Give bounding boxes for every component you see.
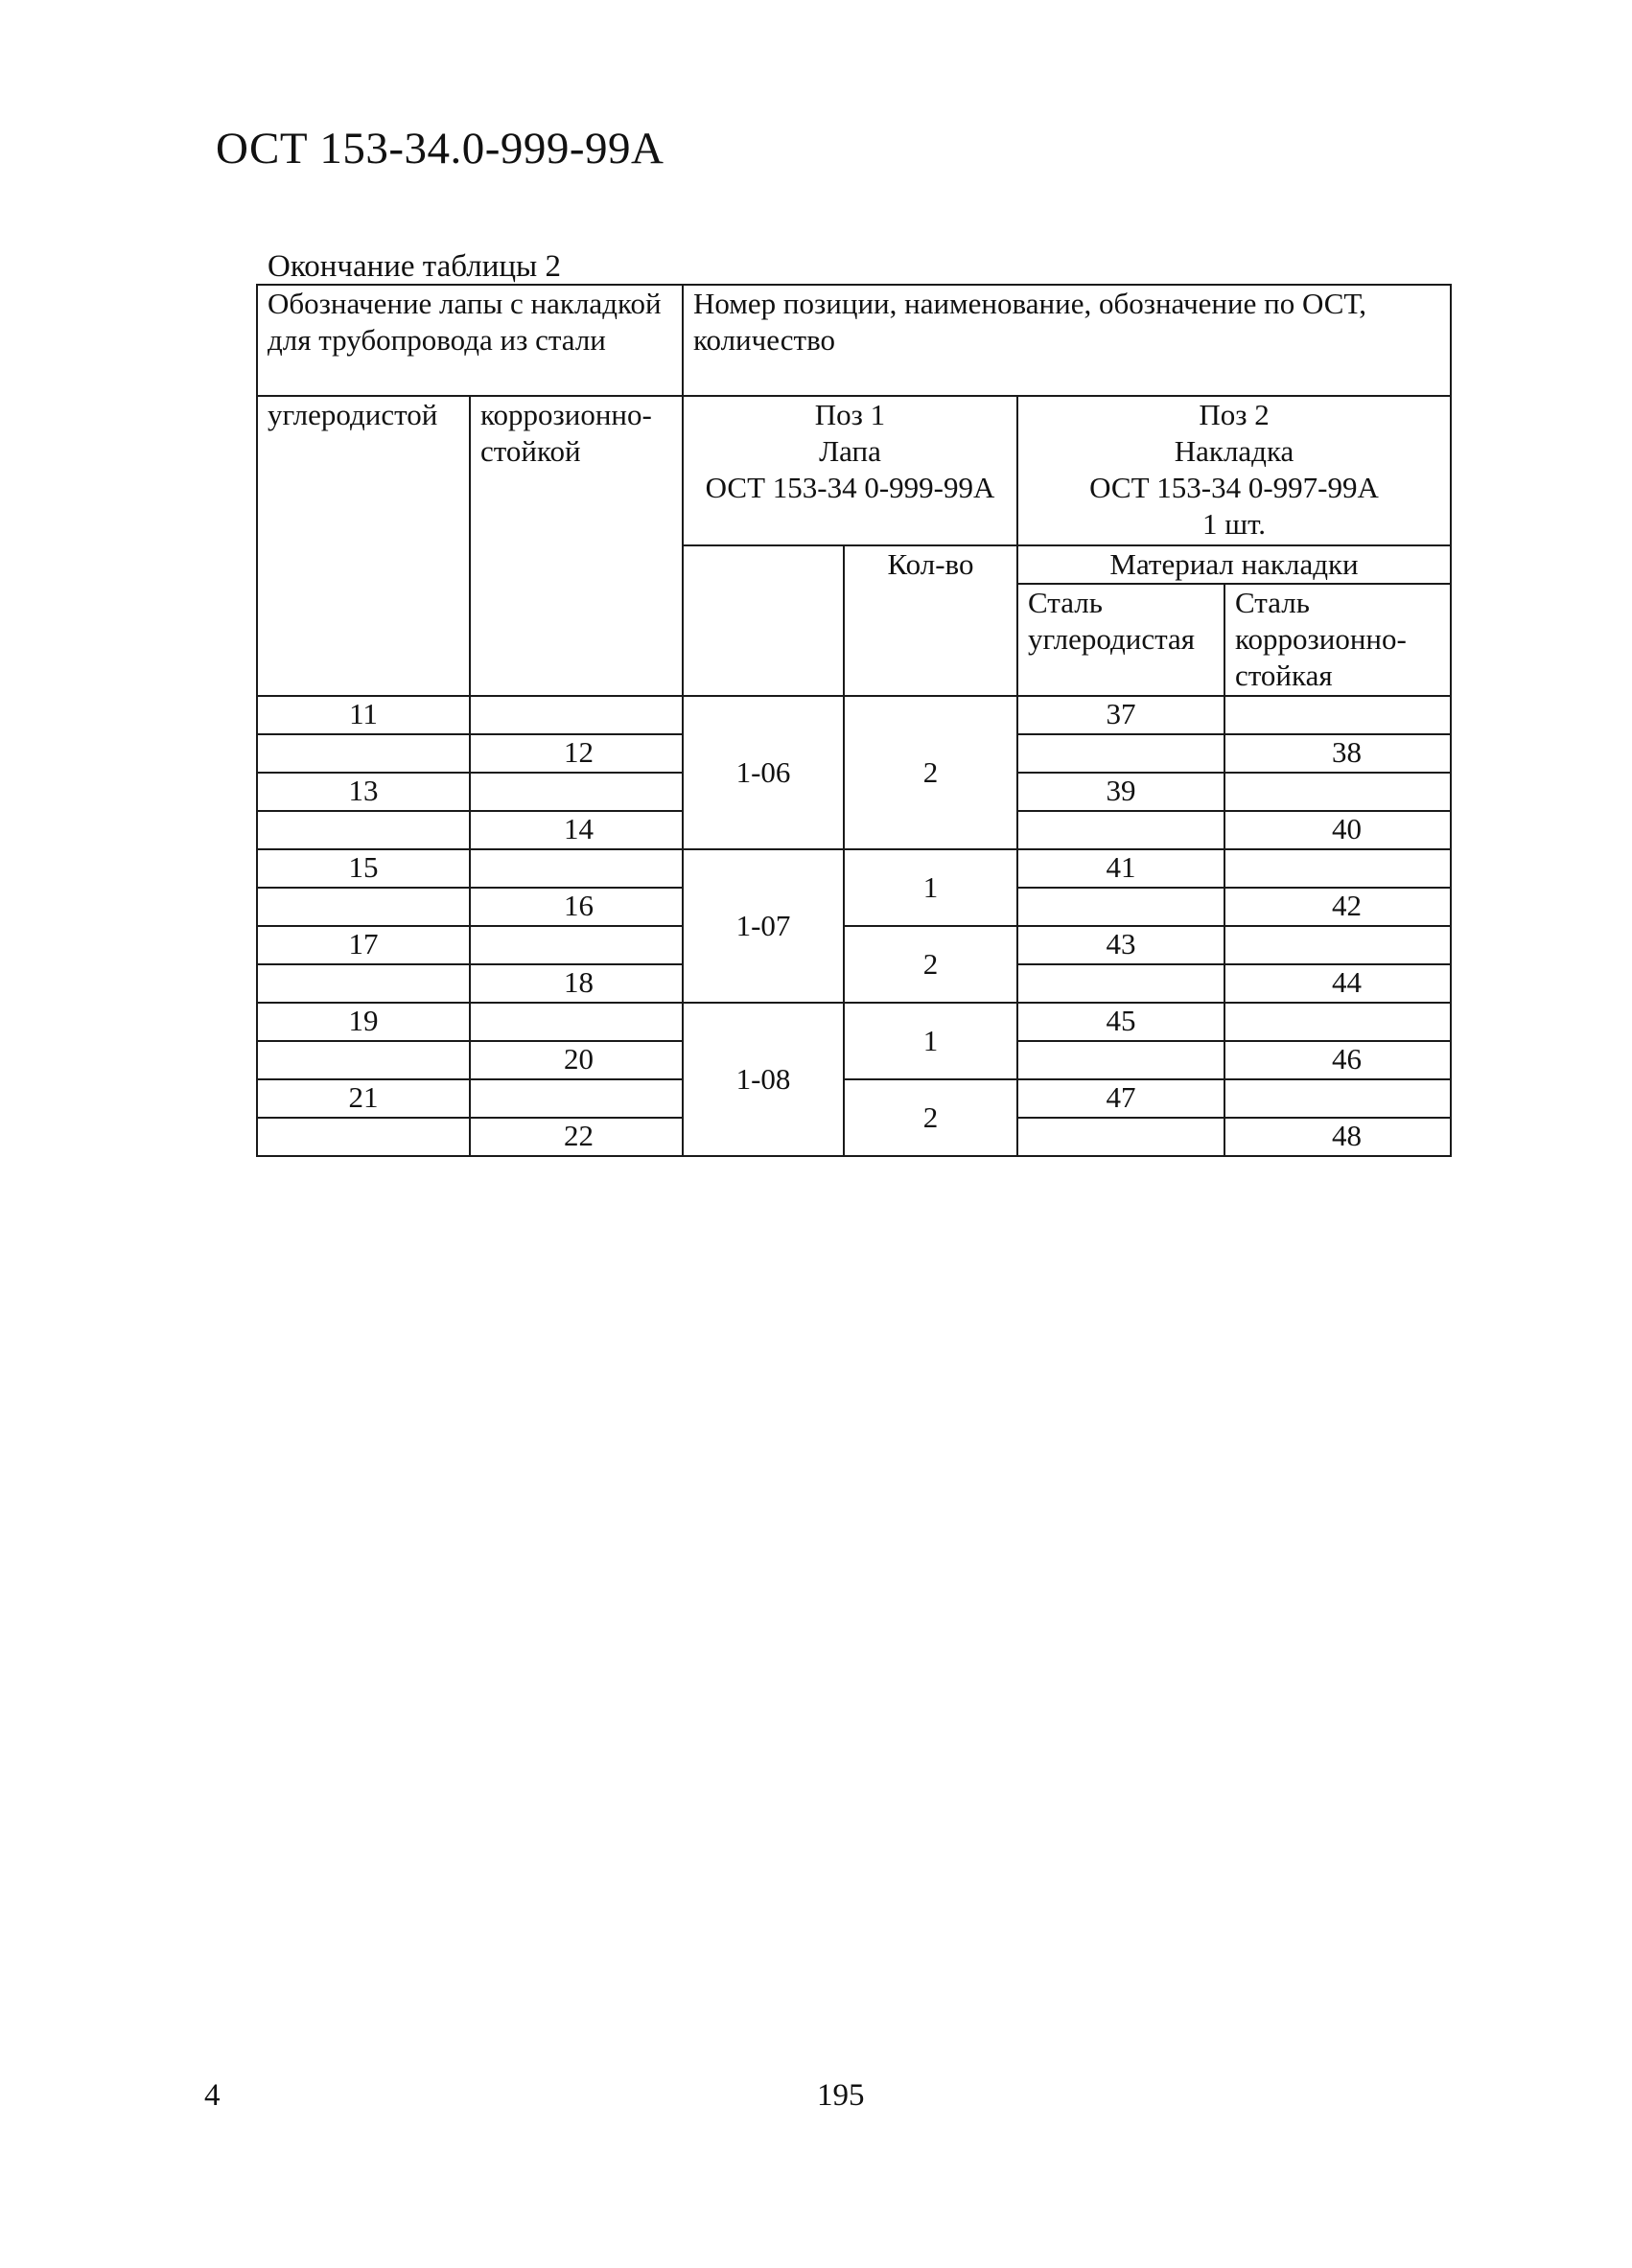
header-pos1 bbox=[683, 396, 1017, 545]
cell-carbon bbox=[257, 964, 470, 1003]
header-position-info: Номер позиции, наименование, обозначение по ОСТ, количество bbox=[683, 285, 1451, 396]
cell-stainless: 20 bbox=[470, 1041, 683, 1079]
page-number-left: 4 bbox=[204, 2078, 221, 2113]
cell-stainless bbox=[470, 696, 683, 734]
cell-material-carbon: 47 bbox=[1017, 1079, 1224, 1118]
table-row bbox=[257, 849, 1451, 888]
cell-stainless bbox=[470, 773, 683, 811]
cell-material-carbon: 37 bbox=[1017, 696, 1224, 734]
table-row bbox=[257, 1003, 1451, 1041]
cell-carbon bbox=[257, 734, 470, 773]
cell-carbon bbox=[257, 1041, 470, 1079]
cell-material-stainless: 38 bbox=[1224, 734, 1451, 773]
header-quantity: Кол-во bbox=[844, 545, 1017, 696]
cell-stainless: 18 bbox=[470, 964, 683, 1003]
cell-carbon: 21 bbox=[257, 1079, 470, 1118]
cell-material-carbon: 41 bbox=[1017, 849, 1224, 888]
cell-material-carbon: 45 bbox=[1017, 1003, 1224, 1041]
pos2-name: Накладка bbox=[1174, 434, 1294, 468]
page-number-center: 195 bbox=[817, 2078, 865, 2113]
cell-carbon: 17 bbox=[257, 926, 470, 964]
cell-material-stainless bbox=[1224, 926, 1451, 964]
cell-material-carbon: 39 bbox=[1017, 773, 1224, 811]
document-code: ОСТ 153-34.0-999-99А bbox=[216, 124, 664, 174]
cell-carbon bbox=[257, 888, 470, 926]
header-steel-stainless: Сталь коррозионно-стойкая bbox=[1224, 584, 1451, 696]
header-carbon-steel: углеродистой bbox=[257, 396, 470, 696]
table-row bbox=[257, 926, 1451, 964]
header-row-positions bbox=[257, 396, 1451, 545]
cell-carbon: 15 bbox=[257, 849, 470, 888]
cell-material-stainless: 40 bbox=[1224, 811, 1451, 849]
table-row bbox=[257, 696, 1451, 734]
cell-pos1-code: 1-08 bbox=[683, 1003, 844, 1156]
cell-material-carbon bbox=[1017, 1118, 1224, 1156]
cell-carbon: 11 bbox=[257, 696, 470, 734]
cell-stainless: 12 bbox=[470, 734, 683, 773]
pos2-standard: ОСТ 153-34 0-997-99А bbox=[1089, 471, 1379, 504]
table-caption: Окончание таблицы 2 bbox=[268, 249, 561, 284]
header-row-main bbox=[257, 285, 1451, 396]
header-pos2 bbox=[1017, 396, 1451, 545]
cell-carbon: 19 bbox=[257, 1003, 470, 1041]
cell-carbon bbox=[257, 811, 470, 849]
header-material: Материал накладки bbox=[1017, 545, 1451, 584]
cell-carbon bbox=[257, 1118, 470, 1156]
pos1-number: Поз 1 bbox=[814, 398, 886, 431]
cell-stainless bbox=[470, 849, 683, 888]
cell-material-stainless: 46 bbox=[1224, 1041, 1451, 1079]
header-designation: Обозначение лапы с накладкой для трубопровода из стали bbox=[257, 285, 683, 396]
cell-quantity: 1 bbox=[844, 849, 1017, 926]
header-steel-carbon: Сталь углеродистая bbox=[1017, 584, 1224, 696]
cell-material-carbon bbox=[1017, 811, 1224, 849]
cell-material-carbon bbox=[1017, 734, 1224, 773]
header-pos1-code-blank bbox=[683, 545, 844, 696]
cell-material-carbon: 43 bbox=[1017, 926, 1224, 964]
cell-material-stainless: 44 bbox=[1224, 964, 1451, 1003]
cell-pos1-code: 1-07 bbox=[683, 849, 844, 1003]
cell-material-stainless bbox=[1224, 773, 1451, 811]
cell-stainless: 22 bbox=[470, 1118, 683, 1156]
cell-quantity: 1 bbox=[844, 1003, 1017, 1079]
cell-material-stainless bbox=[1224, 1079, 1451, 1118]
cell-material-stainless: 42 bbox=[1224, 888, 1451, 926]
cell-material-stainless: 48 bbox=[1224, 1118, 1451, 1156]
pos1-name: Лапа bbox=[819, 434, 881, 468]
specification-table bbox=[256, 284, 1452, 1157]
cell-stainless: 16 bbox=[470, 888, 683, 926]
pos2-number: Поз 2 bbox=[1199, 398, 1270, 431]
cell-stainless bbox=[470, 1003, 683, 1041]
cell-carbon: 13 bbox=[257, 773, 470, 811]
cell-pos1-code: 1-06 bbox=[683, 696, 844, 849]
cell-material-stainless bbox=[1224, 849, 1451, 888]
table-row bbox=[257, 1079, 1451, 1118]
pos2-quantity: 1 шт. bbox=[1201, 507, 1267, 541]
cell-material-carbon bbox=[1017, 1041, 1224, 1079]
pos1-standard: ОСТ 153-34 0-999-99А bbox=[705, 471, 995, 504]
cell-material-stainless bbox=[1224, 1003, 1451, 1041]
cell-material-stainless bbox=[1224, 696, 1451, 734]
cell-material-carbon bbox=[1017, 888, 1224, 926]
cell-quantity: 2 bbox=[844, 926, 1017, 1003]
cell-quantity: 2 bbox=[844, 696, 1017, 849]
header-stainless-steel: коррозионно-стойкой bbox=[470, 396, 683, 696]
cell-material-carbon bbox=[1017, 964, 1224, 1003]
cell-stainless bbox=[470, 926, 683, 964]
cell-quantity: 2 bbox=[844, 1079, 1017, 1156]
cell-stainless: 14 bbox=[470, 811, 683, 849]
cell-stainless bbox=[470, 1079, 683, 1118]
